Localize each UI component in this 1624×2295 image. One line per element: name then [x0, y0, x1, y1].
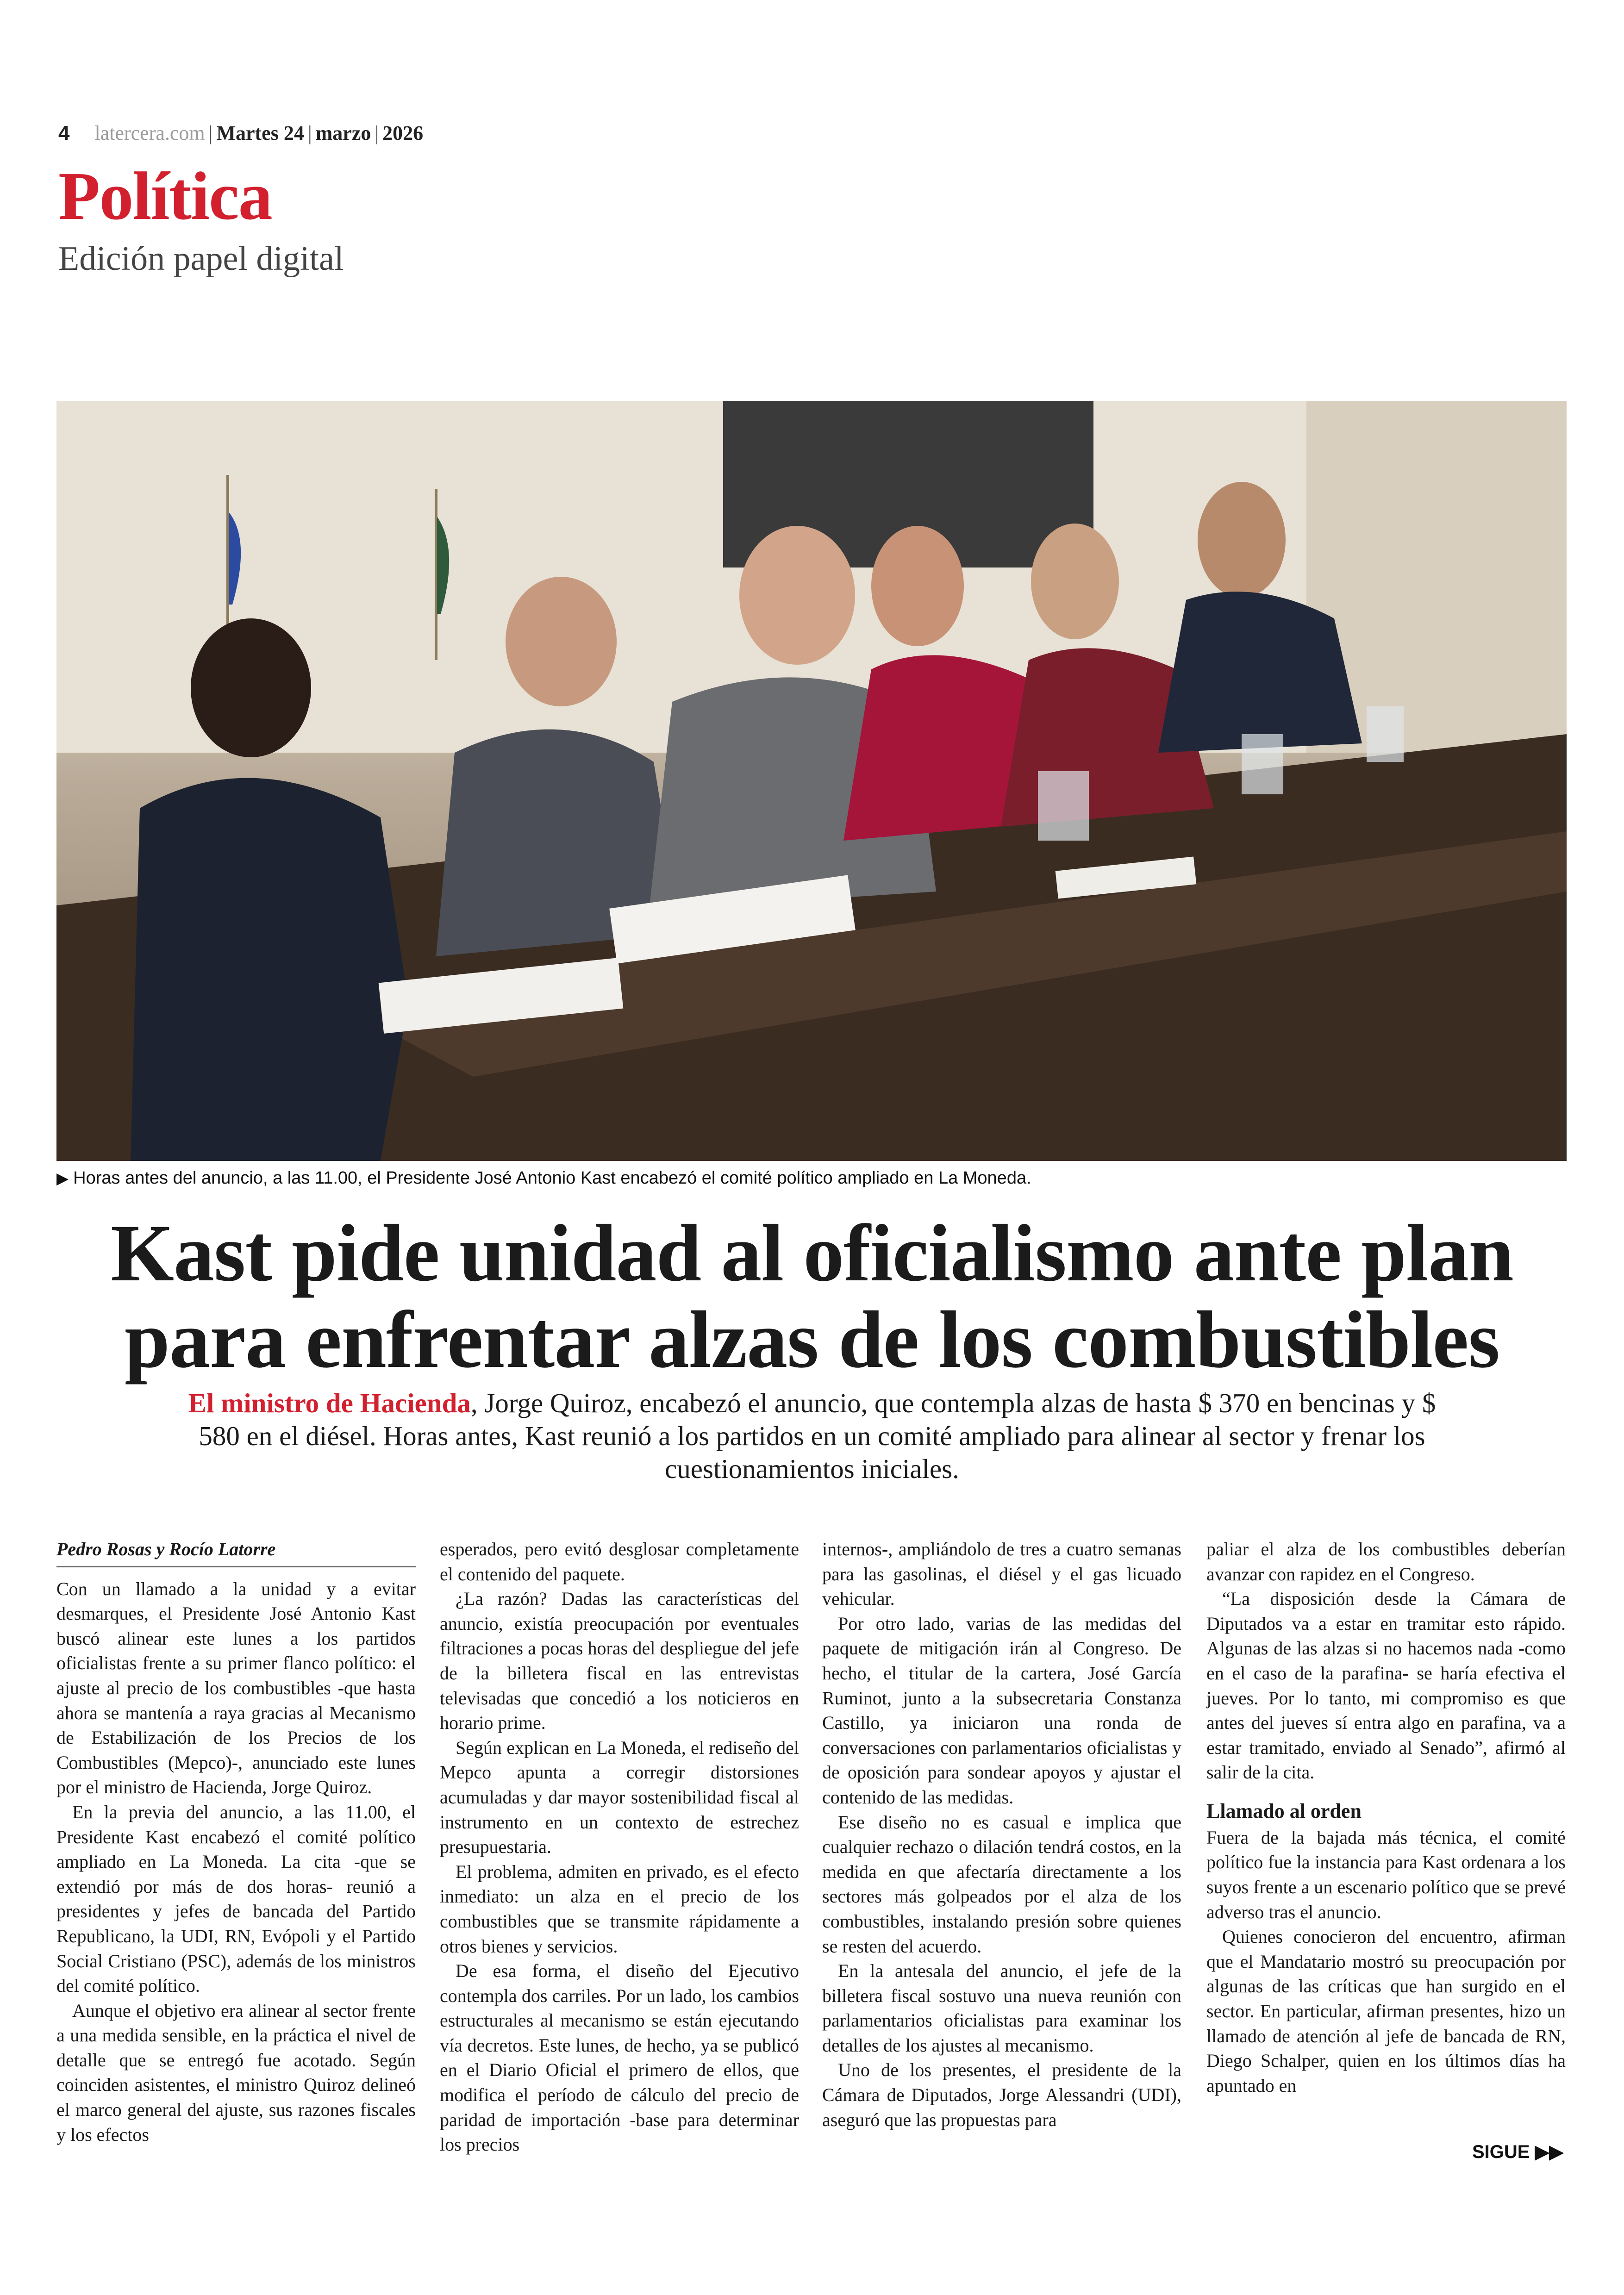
- subheading: Llamado al orden: [1206, 1799, 1362, 1822]
- caption-arrow-icon: ▶: [56, 1170, 69, 1187]
- lead-text: , Jorge Quiroz, encabezó el anuncio, que contempla alzas de hasta $ 370 en bencinas y $ 580 en el diésel. Horas antes, Kast reunió a los partidos en un comité ampliado para alinear al sector y frenar los cuestionamientos iniciales.: [199, 1388, 1436, 1484]
- paragraph: Con un llamado a la unidad y a evitar desmarques, el Presidente José Antonio Kast buscó alinear este lunes a los partidos oficialistas frente a su primer flanco político: el ajuste al precio de los combustibles -que hasta ahora se mantenía a raya gracias al Mecanismo de Estabilización de los Precios de los Combustibles (Mepco)-, anunciado este lunes por el ministro de Hacienda, Jorge Quiroz.: [56, 1578, 416, 1798]
- paragraph: Según explican en La Moneda, el rediseño del Mepco apunta a corregir distorsiones acumuladas y dar mayor sostenibilidad fiscal al instrumento en un contexto de estrechez presupuestaria.: [440, 1737, 799, 1858]
- masthead: 4 latercera.com | Martes 24 | marzo | 2026: [58, 122, 424, 144]
- column-2: [440, 1537, 799, 2157]
- article-headline: Kast pide unidad al oficialismo ante plan para enfrentar alzas de los combustibles: [111, 1208, 1513, 1385]
- article-photo: [56, 401, 1567, 1161]
- caption-text: Horas antes del anuncio, a las 11.00, el Presidente José Antonio Kast encabezó el comité político ampliado en La Moneda.: [73, 1168, 1031, 1188]
- article-lead: [176, 1387, 1448, 1485]
- paragraph: “La disposición desde la Cámara de Diputados va a estar en tramitar esto rápido. Algunas de las alzas si no hacemos nada -como en el caso de la parafina- se haría efectiva el jueves. Por lo tanto, mi compromiso es que antes del jueves sí entra algo en parafina, va a estar tramitado, enviado al Senado”, afirmó al salir de la cita.: [1206, 1588, 1566, 1783]
- paragraph: Uno de los presentes, el presidente de la Cámara de Diputados, Jorge Alessandri (UDI), aseguró que las propuestas para: [822, 2059, 1181, 2130]
- paragraph: De esa forma, el diseño del Ejecutivo contempla dos carriles. Por un lado, los cambios estructurales al mecanismo se están ejecutando vía decretos. Este lunes, de hecho, ya se publicó en el Diario Oficial el primero de ellos, que modifica el período de cálculo del precio de paridad de importación -base para determinar los precios: [440, 1960, 799, 2155]
- site-name[interactable]: latercera.com: [94, 122, 205, 144]
- paragraph: Ese diseño no es casual e implica que cualquier rechazo o dilación tendrá costos, en la medida en que afectaría directamente a los sectores más golpeados por el alza de los combustibles, instalando presión sobre quienes se resten del acuerdo.: [822, 1811, 1181, 1957]
- column-4: [1206, 1537, 1566, 2098]
- date-year: 2026: [382, 122, 424, 144]
- column-1: [56, 1537, 416, 2147]
- paragraph: En la antesala del anuncio, el jefe de la billetera fiscal sostuvo una nueva reunión con parlamentarios oficialistas para examinar los detalles de los ajustes al mecanismo.: [822, 1960, 1181, 2056]
- continue-link[interactable]: SIGUE ▶▶: [1472, 2142, 1564, 2162]
- edition-label: Edición papel digital: [58, 240, 344, 278]
- paragraph: ¿La razón? Dadas las características del anuncio, existía preocupación por eventuales filtraciones a pocas horas del despliegue del jefe de la billetera fiscal en las entrevistas televisadas que concedió a los noticieros en horario prime.: [440, 1588, 799, 1734]
- date-month: marzo: [315, 122, 371, 144]
- lead-highlight: El ministro de Hacienda: [188, 1388, 471, 1418]
- paragraph: Por otro lado, varias de las medidas del paquete de mitigación irán al Congreso. De hecho, el titular de la cartera, José García Ruminot, junto a la subsecretaria Constanza Castillo, ya iniciaron una ronda de conversaciones con parlamentarios oficialistas y de oposición para sondear apoyos y ajustar el contenido de las medidas.: [822, 1613, 1181, 1808]
- page-number: 4: [58, 122, 70, 144]
- paragraph: esperados, pero evitó desglosar completamente el contenido del paquete.: [440, 1539, 799, 1584]
- section-title: Política: [58, 158, 272, 234]
- paragraph: paliar el alza de los combustibles deberían avanzar con rapidez en el Congreso.: [1206, 1539, 1566, 1584]
- paragraph: Aunque el objetivo era alinear al sector frente a una medida sensible, en la práctica el nivel de detalle que se entregó fue acotado. Según coinciden asistentes, el ministro Quiroz delineó el marco general del ajuste, sus razones fiscales y los efectos: [56, 2000, 416, 2145]
- photo-caption: [56, 1168, 1567, 1188]
- paragraph: El problema, admiten en privado, es el efecto inmediato: un alza en el precio de los combustibles que se transmite rápidamente a otros bienes y servicios.: [440, 1861, 799, 1957]
- paragraph: Quienes conocieron del encuentro, afirman que el Mandatario mostró su preocupación por algunas de las críticas que han surgido en el sector. En particular, afirman presentes, hizo un llamado de atención al jefe de bancada de RN, Diego Schalper, quien en los últimos días ha apuntado en: [1206, 1926, 1566, 2096]
- meeting-scene: [56, 401, 1567, 1161]
- paragraph: En la previa del anuncio, a las 11.00, el Presidente Kast encabezó el comité político ampliado en La Moneda. La cita -que se extendió por más de dos horas- reunió a presidentes y jefes de bancada del Partido Republicano, la UDI, RN, Evópoli y el Partido Social Cristiano (PSC), además de los ministros del comité político.: [56, 1801, 416, 1996]
- paragraph: internos-, ampliándolo de tres a cuatro semanas para las gasolinas, el diésel y el gas licuado vehicular.: [822, 1539, 1181, 1609]
- paragraph: Fuera de la bajada más técnica, el comité político fue la instancia para Kast ordenara a los suyos frente a un escenario político que se prevé adverso tras el anuncio.: [1206, 1827, 1566, 1922]
- column-3: [822, 1537, 1181, 2132]
- byline: Pedro Rosas y Rocío Latorre: [56, 1537, 416, 1567]
- date-day: Martes 24: [216, 122, 304, 144]
